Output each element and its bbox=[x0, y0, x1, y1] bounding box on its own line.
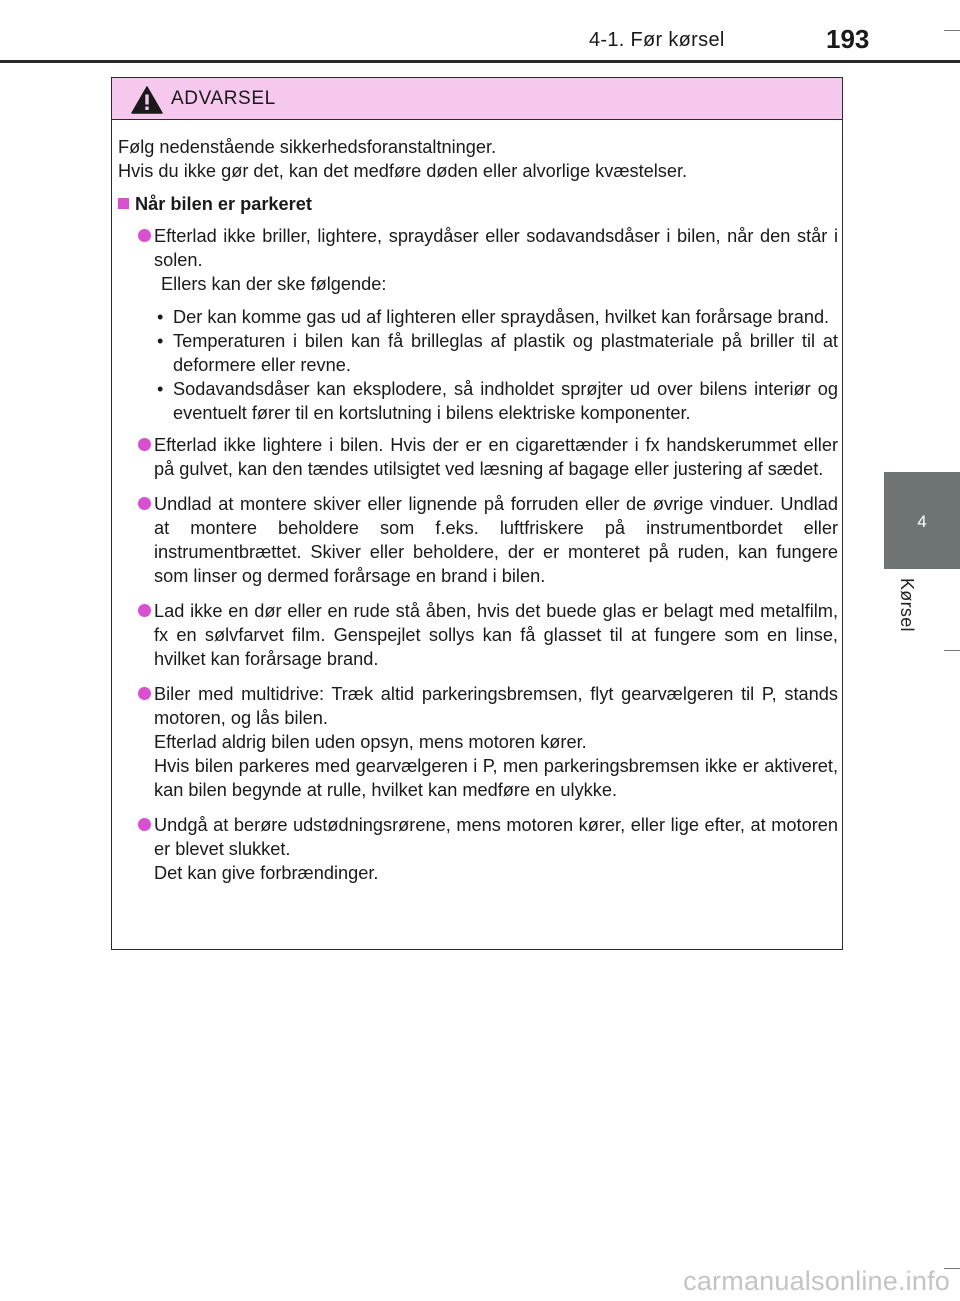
item-text: Efterlad aldrig bilen uden opsyn, mens motoren kører. bbox=[154, 732, 587, 752]
square-bullet-icon bbox=[118, 198, 129, 209]
item-text: Biler med multidrive: Træk altid parkeringsbremsen, flyt gearvælgeren til P, stands motoren, og lås bilen. bbox=[154, 684, 838, 728]
list-item bbox=[118, 492, 838, 588]
crop-mark bbox=[944, 30, 960, 31]
subheading-text: Når bilen er parkeret bbox=[135, 194, 312, 214]
item-text: Undlad at montere skiver eller lignende på forruden eller de øvrige vinduer. Undlad at montere beholdere som f.eks. luftfriskere på instrumentbordet eller instrumentbrættet. Skiver eller beholdere, der er monteret på ruden, kan fungere som linser og dermed forårsage en brand i bilen. bbox=[154, 494, 838, 586]
round-bullet-icon bbox=[138, 687, 151, 700]
chapter-label: Kørsel bbox=[897, 578, 917, 632]
sub-list-item bbox=[154, 305, 838, 329]
item-text: Hvis bilen parkeres med gearvælgeren i P, men parkeringsbremsen ikke er aktiveret, kan bilen begynde at rulle, hvilket kan medføre en ulykke. bbox=[154, 756, 838, 800]
round-bullet-icon bbox=[138, 438, 151, 451]
intro-line: Følg nedenstående sikkerhedsforanstaltninger. bbox=[118, 137, 497, 157]
page-header bbox=[0, 0, 960, 64]
warning-box bbox=[111, 77, 843, 950]
warning-title: ADVARSEL bbox=[171, 88, 276, 109]
sub-list-item bbox=[154, 329, 838, 377]
sub-item-text: Der kan komme gas ud af lighteren eller spraydåsen, hvilket kan forårsage brand. bbox=[173, 307, 830, 327]
item-text: Det kan give forbrændinger. bbox=[154, 863, 379, 883]
round-bullet-icon bbox=[138, 497, 151, 510]
item-text: Efterlad ikke briller, lightere, spraydåser eller sodavandsdåser i bilen, når den står i solen. bbox=[154, 226, 838, 270]
sub-item-text: Sodavandsdåser kan eksplodere, så indholdet sprøjter ud over bilens interiør og eventuelt fører til en kortslutning i bilens elektriske komponenter. bbox=[173, 379, 838, 423]
item-text: Efterlad ikke lightere i bilen. Hvis der er en cigarettænder i fx handskerummet eller på gulvet, kan den tændes utilsigtet ved læsning af bagage eller justering af sædet. bbox=[154, 435, 838, 479]
header-rule bbox=[0, 60, 960, 63]
chapter-number: 4 bbox=[917, 512, 927, 531]
round-bullet-icon bbox=[138, 818, 151, 831]
dot-bullet-icon: • bbox=[157, 379, 164, 399]
warning-header bbox=[112, 78, 842, 120]
item-note: Ellers kan der ske følgende: bbox=[161, 274, 387, 294]
item-text: Undgå at berøre udstødningsrørene, mens motoren kører, eller lige efter, at motoren er blevet slukket. bbox=[154, 815, 838, 859]
list-item bbox=[118, 599, 838, 671]
sub-list bbox=[154, 305, 838, 425]
warning-intro bbox=[118, 135, 838, 183]
sub-item-text: Temperaturen i bilen kan få brilleglas af plastik og plastmateriale på briller til at deformere eller revne. bbox=[173, 331, 838, 375]
round-bullet-icon bbox=[138, 229, 151, 242]
section-title: 4-1. Før kørsel bbox=[589, 29, 725, 51]
list-item bbox=[118, 224, 838, 425]
crop-mark bbox=[944, 650, 960, 651]
list-item bbox=[118, 813, 838, 885]
round-bullet-icon bbox=[138, 604, 151, 617]
page-number: 193 bbox=[826, 24, 870, 54]
sub-list-item bbox=[154, 377, 838, 425]
warning-triangle-icon bbox=[131, 86, 163, 114]
chapter-tab bbox=[884, 472, 960, 569]
dot-bullet-icon: • bbox=[157, 331, 164, 351]
watermark: carmanualsonline.info bbox=[683, 1266, 950, 1296]
dot-bullet-icon: • bbox=[157, 307, 164, 327]
intro-line: Hvis du ikke gør det, kan det medføre døden eller alvorlige kvæstelser. bbox=[118, 161, 688, 181]
list-item bbox=[118, 433, 838, 481]
list-item bbox=[118, 682, 838, 802]
item-text: Lad ikke en dør eller en rude stå åben, hvis det buede glas er belagt med metalfilm, fx en sølvfarvet film. Genspejlet sollys kan få glasset til at fungere som en linse, hvilket kan forårsage brand. bbox=[154, 601, 838, 669]
warning-content bbox=[118, 135, 838, 885]
subheading bbox=[118, 192, 838, 216]
